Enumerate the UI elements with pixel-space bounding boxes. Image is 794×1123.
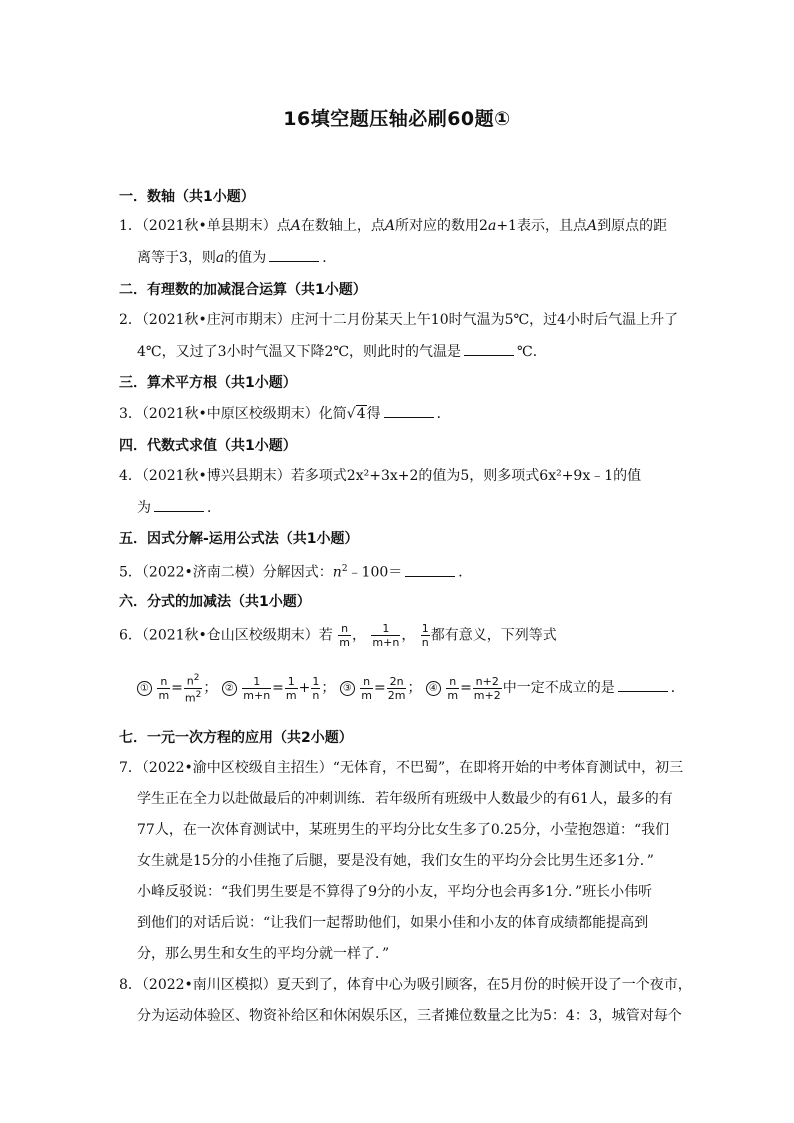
- sqrt-symbol: √4: [346, 406, 366, 422]
- circled-number-1: ①: [137, 681, 152, 696]
- question-2-line-2: 4℃，又过了3小时气温又下降2℃，则此时的气温是 ℃．: [137, 341, 547, 362]
- circled-number-4: ④: [426, 681, 441, 696]
- question-3: 3．（2021秋•中原区校级期末）化简√4得 ．: [119, 403, 451, 424]
- fraction-1-over-n: $\frac{1}{n}$: [421, 622, 429, 649]
- section-heading-2: 二．有理数的加减混合运算（共1小题）: [119, 282, 367, 298]
- question-8-line-1: 8．（2022•南川区模拟）夏天到了，体育中心为吸引顾客，在5月份的时候开设了一个夜市，: [119, 977, 692, 993]
- answer-blank[interactable]: [464, 341, 514, 356]
- question-7-line-2: 学生正在全力以赴做最后的冲刺训练．若年级所有班级中人数最少的有61人，最多的有: [137, 791, 673, 807]
- question-1-line-2: 离等于3，则a的值为 ．: [137, 247, 336, 268]
- answer-blank[interactable]: [384, 403, 434, 418]
- fraction-n-over-m: $\frac{n}{m}$: [339, 622, 350, 649]
- section-heading-7: 七．一元一次方程的应用（共2小题）: [119, 730, 353, 746]
- question-7-line-7: 分，那么男生和女生的平均分就一样了．”: [137, 946, 390, 962]
- answer-blank[interactable]: [618, 677, 668, 692]
- question-7-line-6: 到他们的对话后说：“让我们一起帮助他们，如果小佳和小友的体育成绩都能提高到: [137, 915, 649, 931]
- question-7-line-4: 女生就是15分的小佳拖了后腿，要是没有她，我们女生的平均分会比男生还多1分．”: [137, 853, 654, 869]
- question-7-line-3: 77人，在一次体育测试中，某班男生的平均分比女生多了0.25分，小莹抱怨道：“我们: [137, 822, 670, 838]
- answer-blank[interactable]: [269, 247, 319, 262]
- answer-blank[interactable]: [154, 497, 204, 512]
- question-6-line-2: ① $\frac{n}{m}$ = $\frac{n^2}{m^2}$ ； ② $\frac{1}{m+n}$ = $\frac{1}{m}$ + $\frac{1}{n}$ ； ③ $\frac{n}{m}$ = $\frac{2n}{2m}$ ； ④ $\frac{n}{m}$ = $\frac{n+2}{m+2}$ 中一定不成立的是 ．: [137, 672, 685, 704]
- section-heading-1: 一．数轴（共1小题）: [119, 189, 255, 205]
- question-7-line-5: 小峰反驳说：“我们男生要是不算得了9分的小友，平均分也会再多1分．”班长小伟听: [137, 884, 653, 900]
- circled-number-3: ③: [340, 681, 355, 696]
- question-4-line-1: 4．（2021秋•博兴县期末）若多项式2x²+3x+2的值为5，则多项式6x²+9x﹣1的值: [119, 468, 642, 484]
- question-6-line-1: 6．（2021秋•仓山区校级期末）若 $\frac{n}{m}$ ， $\frac{1}{m+n}$ ， $\frac{1}{n}$ 都有意义，下列等式: [119, 622, 557, 649]
- circled-number-2: ②: [222, 681, 237, 696]
- question-8-line-2: 分为运动体验区、物资补给区和休闲娱乐区，三者摊位数量之比为5：4：3，城管对每个: [137, 1008, 682, 1024]
- section-heading-5: 五．因式分解-运用公式法（共1小题）: [119, 531, 359, 547]
- question-1-line-1: 1．（2021秋•单县期末）点A在数轴上，点A所对应的数用2a+1表示，且点A到原点的距: [119, 218, 668, 234]
- question-2-line-1: 2．（2021秋•庄河市期末）庄河十二月份某天上午10时气温为5℃，过4小时后气温上升了: [119, 312, 679, 328]
- question-4-line-2: 为 ．: [137, 497, 221, 518]
- section-heading-4: 四．代数式求值（共1小题）: [119, 438, 297, 454]
- answer-blank[interactable]: [405, 562, 455, 577]
- question-7-line-1: 7．（2022•渝中区校级自主招生）“无体育，不巴蜀”，在即将开始的中考体育测试中，初三: [119, 760, 684, 776]
- question-5: 5．（2022•济南二模）分解因式：$n^2﹣100=$ ．: [119, 559, 472, 583]
- page-title: 16填空题压轴必刷60题①: [283, 108, 511, 130]
- section-heading-6: 六．分式的加减法（共1小题）: [119, 594, 311, 610]
- section-heading-3: 三．算术平方根（共1小题）: [119, 375, 297, 391]
- fraction-1-over-m-plus-n: $\frac{1}{m+n}$: [372, 622, 400, 649]
